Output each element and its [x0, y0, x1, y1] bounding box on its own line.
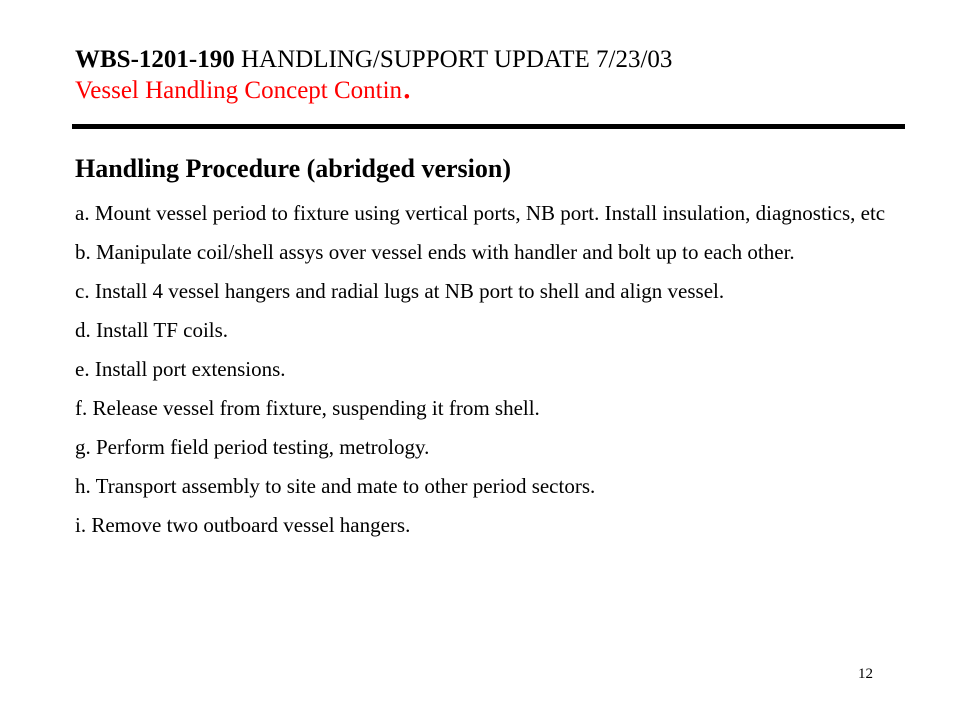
procedure-step: i. Remove two outboard vessel hangers. [75, 513, 411, 537]
subtitle [75, 65, 905, 107]
title-text: HANDLING/SUPPORT UPDATE 7/23/03 [234, 46, 673, 73]
procedure-step: f. Release vessel from fixture, suspending it from shell. [75, 396, 540, 420]
procedure-list [75, 199, 895, 550]
wbs-code: WBS-1201-190 [75, 46, 235, 73]
procedure-step: d. Install TF coils. [75, 318, 229, 342]
subtitle-text: Vessel Handling Concept Contin [75, 77, 403, 104]
section-heading: Handling Procedure (abridged version) [75, 154, 511, 183]
procedure-step: g. Perform field period testing, metrology. [75, 435, 430, 459]
procedure-step: b. Manipulate coil/shell assys over vessel ends with handler and bolt up to each other. [75, 240, 795, 264]
page-number: 12 [858, 666, 873, 682]
slide-title [75, 44, 905, 106]
procedure-step: h. Transport assembly to site and mate to other period sectors. [75, 474, 596, 498]
procedure-step: c. Install 4 vessel hangers and radial lugs at NB port to shell and align vessel. [75, 279, 725, 303]
title-line [75, 44, 905, 75]
procedure-step: a. Mount vessel period to fixture using vertical ports, NB port. Install insulation, diagnostics, etc [75, 201, 886, 225]
procedure-step: e. Install port extensions. [75, 357, 286, 381]
title-divider [72, 124, 905, 129]
subtitle-period: . [402, 65, 412, 107]
